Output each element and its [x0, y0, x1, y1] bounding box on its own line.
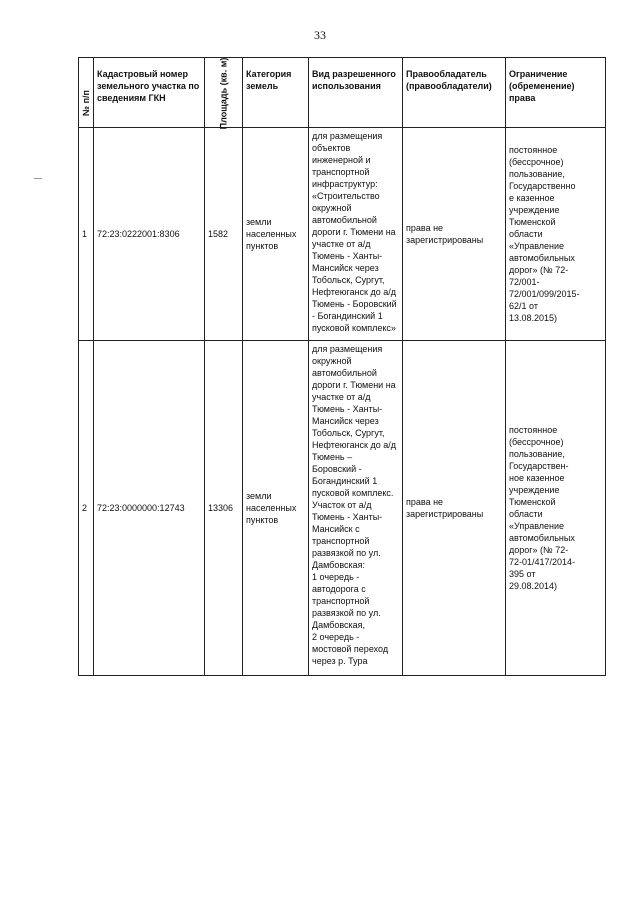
area-value: 1582 — [205, 128, 243, 341]
header-area-label: Площадь (кв. м) — [218, 57, 228, 130]
land-plots-table — [78, 57, 606, 676]
row-num: 2 — [79, 341, 94, 676]
header-owner: Правообладатель (правообладатели) — [403, 58, 506, 128]
header-num-label: № п/п — [81, 90, 91, 116]
header-category: Категория земель — [243, 58, 309, 128]
header-area — [205, 58, 243, 128]
area-value: 13306 — [205, 341, 243, 676]
header-cadastral: Кадастровый номер земельного участка по сведениям ГКН — [94, 58, 205, 128]
restriction: постоянное (бессрочное) пользование, Государствен- ное казенное учреждение Тюменской области «Управление автомобильных дорог» (№ 72- 72-01/417/2014- 395 от 29.08.2014) — [506, 341, 606, 676]
cadastral-number: 72:23:0000000:12743 — [94, 341, 205, 676]
header-permitted-use: Вид разрешенного использования — [309, 58, 403, 128]
permitted-use: для размещения объектов инженерной и транспортной инфраструктур: «Строительство окружной автомобильной дороги г. Тюмени на участке от а/д Тюмень - Ханты- Мансийск через Тобольск, Сургут, Нефтеюганск до а/д Тюмень - Боровский - Богандинский 1 пусковой комплекс» — [309, 128, 403, 341]
cadastral-number: 72:23:0222001:8306 — [94, 128, 205, 341]
header-restriction: Ограничение (обременение) права — [506, 58, 606, 128]
margin-mark — [34, 178, 42, 179]
land-category: земли населенных пунктов — [243, 341, 309, 676]
row-num: 1 — [79, 128, 94, 341]
table-row — [79, 341, 606, 676]
table-row — [79, 128, 606, 341]
permitted-use: для размещения окружной автомобильной дороги г. Тюмени на участке от а/д Тюмень - Ханты- Мансийск через Тобольск, Сургут, Нефтеюганск до а/д Тюмень – Боровский - Богандинский 1 пусковой комплекс. Участок от а/д Тюмень - Ханты- Мансийск с транспортной развязкой по ул. Дамбовская: 1 очередь - автодорога с транспортной развязкой по ул. Дамбовская, 2 очередь - мостовой переход через р. Тура — [309, 341, 403, 676]
owner: права не зарегистрированы — [403, 341, 506, 676]
table-header-row — [79, 58, 606, 128]
page-number: 33 — [314, 28, 326, 42]
restriction: постоянное (бессрочное) пользование, Государственно е казенное учреждение Тюменской области «Управление автомобильных дорог» (№ 72- 72/001- 72/001/099/2015- 62/1 от 13.08.2015) — [506, 128, 606, 341]
owner: права не зарегистрированы — [403, 128, 506, 341]
land-category: земли населенных пунктов — [243, 128, 309, 341]
header-num — [79, 58, 94, 128]
